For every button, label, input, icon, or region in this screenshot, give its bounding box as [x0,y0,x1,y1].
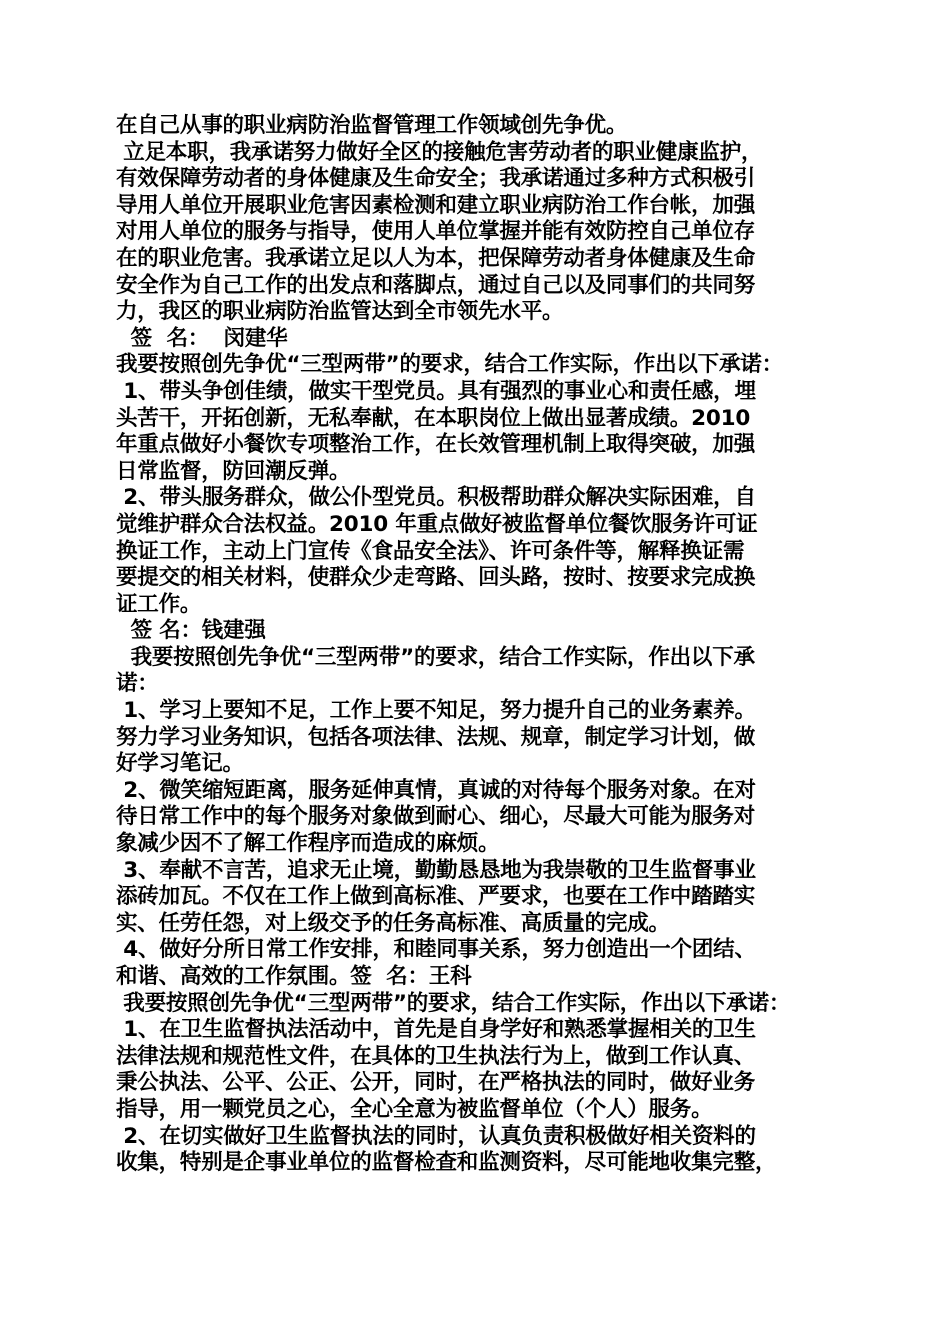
text-line: 日常监督，防回潮反弹。 [116,458,351,484]
text-line: 我要按照创先争优“三型两带”的要求，结合工作实际，作出以下承诺： [116,990,791,1016]
text-line: 2、在切实做好卫生监督执法的同时，认真负责积极做好相关资料的 [116,1123,756,1149]
text-line: 年重点做好小餐饮专项整治工作，在长效管理机制上取得突破，加强 [116,432,756,458]
text-line: 证工作。 [116,591,202,617]
text-line: 好学习笔记。 [116,751,244,777]
text-line: 收集，特别是企事业单位的监督检查和监测资料，尽可能地收集完整， [116,1150,777,1176]
text-line: 我要按照创先争优“三型两带”的要求，结合工作实际，作出以下承诺： [116,352,783,378]
text-line: 换证工作，主动上门宣传《食品安全法》、许可条件等，解释换证需 [116,538,745,564]
text-line: 在自己从事的职业病防治监督管理工作领域创先争优。 [116,113,628,138]
text-line: 指导，用一颗党员之心，全心全意为被监督单位（个人）服务。 [116,1096,713,1122]
text-line: 力，我区的职业病防治监管达到全市领先水平。 [116,299,564,325]
text-line: 1、在卫生监督执法活动中，首先是自身学好和熟悉掌握相关的卫生 [116,1017,756,1043]
text-line: 2、带头服务群众，做公仆型党员。积极帮助群众解决实际困难，自 [116,485,756,511]
text-line: 法律法规和规范性文件，在具体的卫生执法行为上，做到工作认真、 [116,1043,756,1069]
text-line: 觉维护群众合法权益。2010 年重点做好被监督单位餐饮服务许可证 [116,511,758,537]
document-page [116,113,840,1177]
text-line: 实、任劳任怨，对上级交予的任务高标准、高质量的完成。 [116,910,670,936]
text-line: 在的职业危害。我承诺立足以人为本，把保障劳动者身体健康及生命 [116,245,756,271]
text-line: 1、学习上要知不足，工作上要不知足，努力提升自己的业务素养。 [116,698,756,724]
text-line: 2、微笑缩短距离，服务延伸真情，真诚的对待每个服务对象。在对 [116,777,756,803]
text-line: 象减少因不了解工作程序而造成的麻烦。 [116,831,500,857]
text-line: 4、做好分所日常工作安排，和睦同事关系，努力创造出一个团结、 [116,937,756,963]
text-line: 添砖加瓦。不仅在工作上做到高标准、严要求，也要在工作中踏踏实 [116,884,756,910]
text-line: 努力学习业务知识，包括各项法律、法规、规章，制定学习计划，做 [116,724,756,750]
text-line: 3、奉献不言苦，追求无止境，勤勤恳恳地为我崇敬的卫生监督事业 [116,857,756,883]
text-line: 待日常工作中的每个服务对象做到耐心、细心，尽最大可能为服务对 [116,804,756,830]
text-line: 我要按照创先争优“三型两带”的要求，结合工作实际，作出以下承 [116,644,755,670]
text-line: 1、带头争创佳绩，做实干型党员。具有强烈的事业心和责任感，埋 [116,378,756,404]
text-line: 和谐、高效的工作氛围。签 名：王科 [116,964,472,989]
text-line: 要提交的相关材料，使群众少走弯路、回头路，按时、按要求完成换 [116,565,756,591]
text-line: 头苦干，开拓创新，无私奉献，在本职岗位上做出显著成绩。2010 [116,405,751,431]
text-line: 诺： [116,671,159,697]
text-line: 秉公执法、公平、公正、公开，同时，在严格执法的同时，做好业务 [116,1070,756,1096]
text-line: 立足本职，我承诺努力做好全区的接触危害劳动者的职业健康监护， [116,139,763,165]
text-line: 有效保障劳动者的身体健康及生命安全；我承诺通过多种方式积极引 [116,166,756,192]
text-line: 签 名： 闵建华 [116,325,288,351]
text-line: 导用人单位开展职业危害因素检测和建立职业病防治工作台帐，加强 [116,192,756,218]
text-line: 签 名：钱建强 [116,618,266,644]
text-line: 对用人单位的服务与指导，使用人单位掌握并能有效防控自己单位存 [116,219,756,245]
text-line: 安全作为自己工作的出发点和落脚点，通过自己以及同事们的共同努 [116,272,756,298]
